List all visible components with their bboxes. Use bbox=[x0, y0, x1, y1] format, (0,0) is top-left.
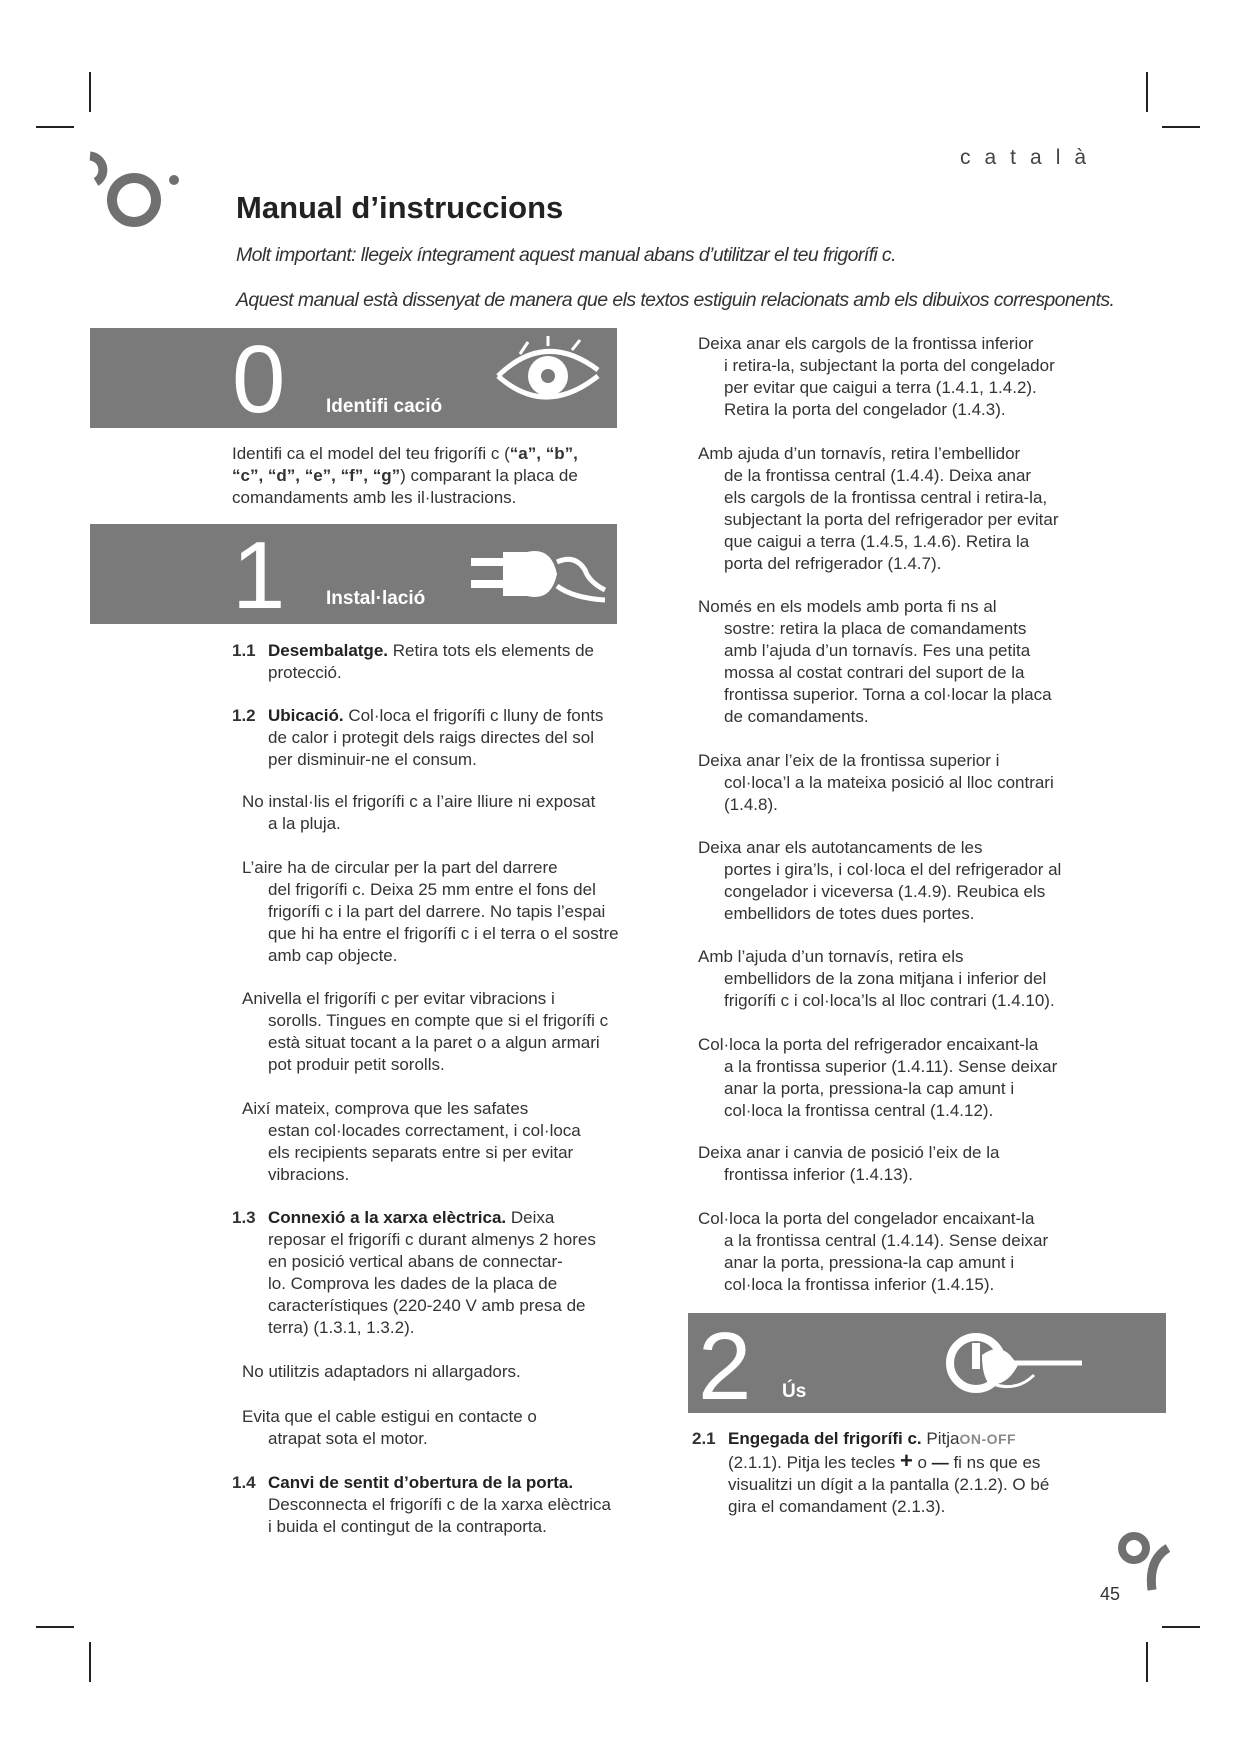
paragraph-trims: Amb l’ajuda d’un tornavís, retira els embellidors de la zona mitjana i inferior del frigorífi c i col·loca’ls al lloc contrari (1.4.10). bbox=[698, 947, 1055, 1010]
item-1-2: 1.2 Ubicació. Col·loca el frigorífi c lluny de fonts de calor i protegit dels raigs directes del sol per disminuir-ne el consum. bbox=[232, 706, 604, 769]
section-number: 0 bbox=[232, 326, 286, 433]
paragraph-lower-hinge: Deixa anar els cargols de la frontissa inferior i retira-la, subjectant la porta del congelador per evitar que caigui a terra (1.4.1, 1.4.2). Retira la porta del congelador (1.4.3). bbox=[698, 334, 1055, 419]
crop-mark bbox=[36, 1626, 74, 1628]
brand-logo-icon bbox=[86, 148, 206, 238]
section-label: Ús bbox=[782, 1381, 807, 1402]
paragraph-fridge-door: Col·loca la porta del refrigerador encaixant-la a la frontissa superior (1.4.11). Sense deixar anar la porta, pressiona-la cap amunt i col·loca la frontissa central (1.4.12). bbox=[698, 1035, 1058, 1120]
finger-button-icon bbox=[938, 1325, 1088, 1401]
section-number: 2 bbox=[698, 1313, 752, 1420]
identification-text: Identifi ca el model del teu frigorífi c (“a”, “b”, “c”, “d”, “e”, “f”, “g”) comparant la placa de comandaments amb les il·lustracions. bbox=[232, 444, 578, 507]
paragraph-trays: Així mateix, comprova que les safates estan col·locades correctament, i col·loca els recipients separats entre si per evitar vibracions. bbox=[242, 1099, 581, 1184]
subtitle-manual: Aquest manual està dissenyat de manera que els textos estiguin relacionats amb els dibuixos corresponents. bbox=[236, 289, 1115, 311]
crop-mark bbox=[89, 1642, 91, 1682]
subtitle-important: Molt important: llegeix íntegrament aquest manual abans d’utilitzar el teu frigorífi c. bbox=[236, 244, 896, 266]
paragraph-ceiling-models: Només en els models amb porta fi ns al sostre: retira la placa de comandaments amb l’ajuda d’un tornavís. Fes una petita mossa al costat contrari del suport de la frontissa superior. Torna a col·locar la placa de comandaments. bbox=[698, 597, 1052, 726]
crop-mark bbox=[1146, 1642, 1148, 1682]
item-1-1: 1.1 Desembalatge. Retira tots els elements de protecció. bbox=[232, 641, 594, 682]
page-title: Manual d’instruccions bbox=[236, 190, 564, 225]
crop-mark bbox=[1146, 72, 1148, 112]
paragraph-central-hinge: Amb ajuda d’un tornavís, retira l’embellidor de la frontissa central (1.4.4). Deixa anar els cargols de la frontissa central i retira-la, subjectant la porta del refrigerador per evitar que caigui a terra (1.4.5, 1.4.6). Retira la porta del refrigerador (1.4.7). bbox=[698, 444, 1059, 573]
item-2-1: 2.1 Engegada del frigorífi c. PitjaON-OFF (2.1.1). Pitja les tecles + o — fi ns que es visualitzi un dígit a la pantalla (2.1.2). O bé gira el comandament (2.1.3). bbox=[692, 1429, 1050, 1516]
paragraph-cable: Evita que el cable estigui en contacte o atrapat sota el motor. bbox=[242, 1407, 537, 1448]
paragraph-upper-axis: Deixa anar l’eix de la frontissa superior i col·loca’l a la mateixa posició al lloc contrari (1.4.8). bbox=[698, 751, 1054, 814]
plus-key-icon: + bbox=[899, 1448, 913, 1473]
section-label: Instal·lació bbox=[326, 588, 426, 609]
language-label: català bbox=[960, 146, 1101, 169]
section-number: 1 bbox=[232, 522, 286, 629]
on-off-label: ON-OFF bbox=[959, 1431, 1017, 1447]
crop-mark bbox=[1162, 126, 1200, 128]
crop-mark bbox=[36, 126, 74, 128]
crop-mark bbox=[89, 72, 91, 112]
page-number: 45 bbox=[1100, 1584, 1121, 1604]
paragraph-self-closing: Deixa anar els autotancaments de les portes i gira’ls, i col·loca el del refrigerador al congelador i viceversa (1.4.9). Reubica els embellidors de totes dues portes. bbox=[698, 838, 1062, 923]
plug-icon bbox=[465, 536, 615, 616]
section-banner-use bbox=[688, 1313, 1166, 1420]
paragraph-air: L’aire ha de circular per la part del darrere del frigorífi c. Deixa 25 mm entre el fons del frigorífi c i la part del darrere. No tapis l’espai que hi ha entre el frigorífi c i el terra o el sostre amb cap objecte. bbox=[242, 858, 619, 965]
section-banner-identification bbox=[90, 326, 617, 433]
section-label: Identifi cació bbox=[326, 396, 443, 417]
minus-key-icon: — bbox=[931, 1453, 949, 1472]
item-1-3: 1.3 Connexió a la xarxa elèctrica. Deixa reposar el frigorífi c durant almenys 2 hores en posició vertical abans de connectar- lo. Comprova les dades de la placa de característiques (220-240 V amb presa de terra) (1.3.1, 1.3.2). bbox=[232, 1208, 596, 1337]
paragraph-outdoor: No instal·lis el frigorífi c a l’aire lliure ni exposat a la pluja. bbox=[242, 792, 596, 833]
brand-logo-icon bbox=[1118, 1530, 1170, 1610]
crop-mark bbox=[1162, 1626, 1200, 1628]
paragraph-level: Anivella el frigorífi c per evitar vibracions i sorolls. Tingues en compte que si el frigorífi c està situat tocant a la paret o a algun armari pot produir petit sorolls. bbox=[242, 989, 609, 1074]
paragraph-adapters: No utilitzis adaptadors ni allargadors. bbox=[242, 1362, 521, 1381]
eye-icon bbox=[490, 336, 610, 414]
paragraph-freezer-door: Col·loca la porta del congelador encaixant-la a la frontissa central (1.4.14). Sense deixar anar la porta, pressiona-la cap amunt i col·loca la frontissa inferior (1.4.15). bbox=[698, 1209, 1049, 1294]
section-banner-installation bbox=[90, 522, 617, 629]
item-1-4: 1.4 Canvi de sentit d’obertura de la porta. Desconnecta el frigorífi c de la xarxa elèctrica i buida el contingut de la contraporta. bbox=[232, 1473, 611, 1536]
paragraph-lower-axis: Deixa anar i canvia de posició l’eix de la frontissa inferior (1.4.13). bbox=[698, 1143, 1000, 1184]
